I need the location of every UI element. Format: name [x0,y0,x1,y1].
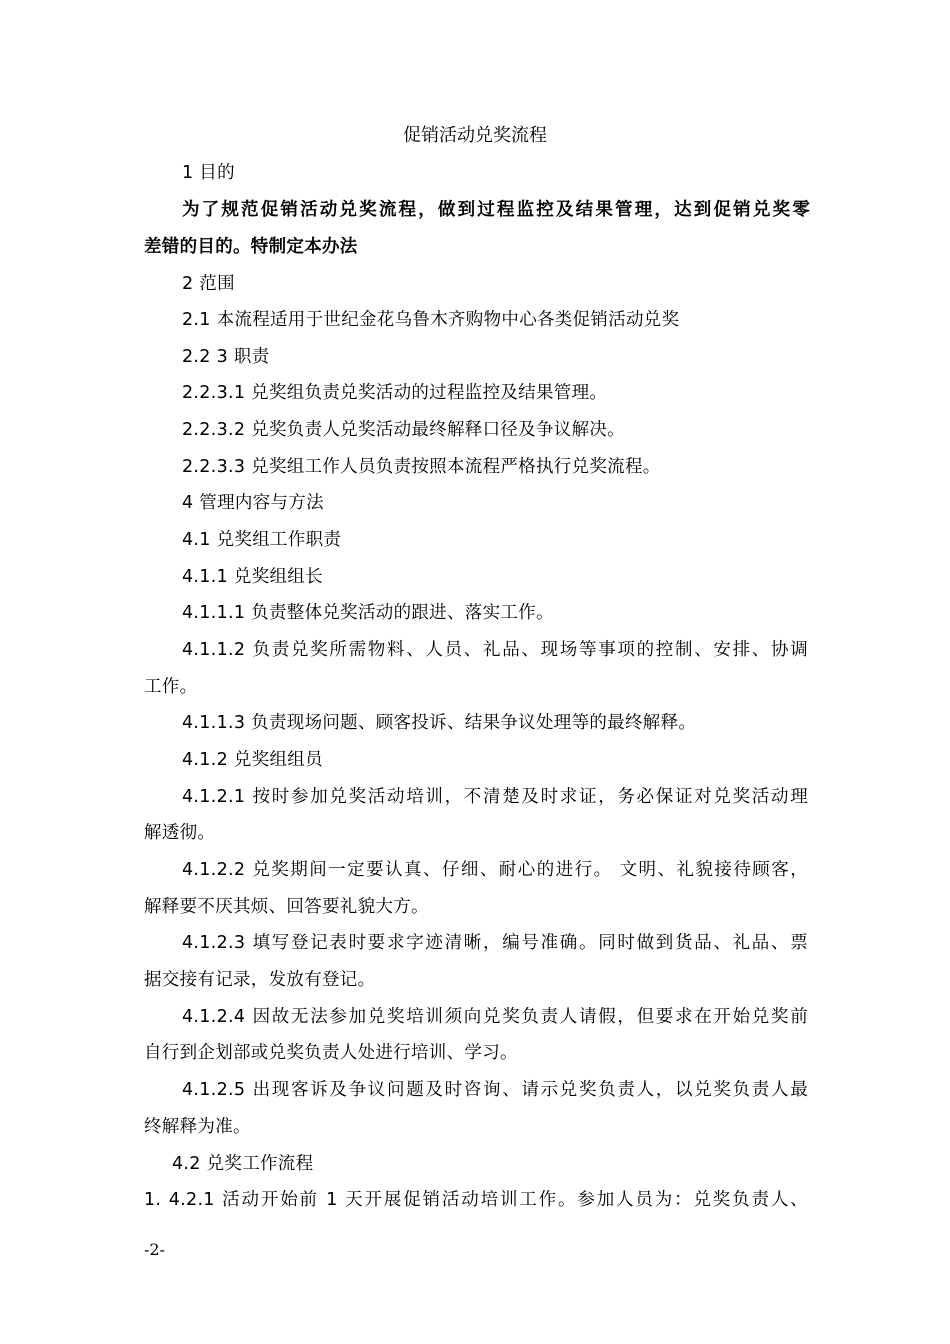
paragraph-line: 2.1 本流程适用于世纪金花乌鲁木齐购物中心各类促销活动兑奖 [182,310,680,330]
section-heading-scope: 2 范围 [182,274,235,294]
paragraph-line: 终解释为准。 [144,1117,251,1137]
paragraph-line: 4.1.2.1 按时参加兑奖活动培训，不清楚及时求证，务必保证对兑奖活动理 [182,787,808,807]
section-heading-management: 4 管理内容与方法 [182,493,324,513]
paragraph-line: 据交接有记录，发放有登记。 [144,970,376,990]
paragraph-line: 为了规范促销活动兑奖流程，做到过程监控及结果管理，达到促销兑奖零 [182,200,810,220]
paragraph-line: 4.1.2.5 出现客诉及争议问题及时咨询、请示兑奖负责人，以兑奖负责人最 [182,1080,808,1100]
subsection-heading: 4.1.1 兑奖组组长 [182,567,323,587]
paragraph-line: 2.2.3.3 兑奖组工作人员负责按照本流程严格执行兑奖流程。 [182,457,661,477]
page-number: -2- [144,1240,165,1259]
paragraph-line: 2.2.3.2 兑奖负责人兑奖活动最终解释口径及争议解决。 [182,420,625,440]
paragraph-line: 解释要不厌其烦、回答要礼貌大方。 [144,897,429,917]
paragraph-line: 4.1.2.3 填写登记表时要求字迹清晰，编号准确。同时做到货品、礼品、票 [182,933,808,953]
paragraph-line: 4.1.1.2 负责兑奖所需物料、人员、礼品、现场等事项的控制、安排、协调 [182,640,808,660]
document-title: 促销活动兑奖流程 [403,125,547,146]
paragraph-line: 1. 4.2.1 活动开始前 1 天开展促销活动培训工作。参加人员为：兑奖负责人、 [144,1190,808,1210]
subsection-heading: 4.1 兑奖组工作职责 [182,530,342,550]
paragraph-line: 2.2.3.1 兑奖组负责兑奖活动的过程监控及结果管理。 [182,383,608,403]
paragraph-line: 4.1.2.4 因故无法参加兑奖培训须向兑奖负责人请假，但要求在开始兑奖前 [182,1007,808,1027]
paragraph-line: 解透彻。 [144,823,216,843]
section-heading-purpose: 1 目的 [182,163,235,183]
paragraph-line: 4.1.1.1 负责整体兑奖活动的跟进、落实工作。 [182,603,554,623]
section-heading-duties: 2.2 3 职责 [182,347,270,367]
subsection-heading: 4.1.2 兑奖组组员 [182,750,323,770]
paragraph-line: 差错的目的。特制定本办法 [144,237,358,257]
subsection-heading: 4.2 兑奖工作流程 [172,1154,314,1174]
paragraph-line: 4.1.2.2 兑奖期间一定要认真、仔细、耐心的进行。 文明、礼貌接待顾客， [182,860,808,880]
paragraph-line: 工作。 [144,677,198,697]
paragraph-line: 自行到企划部或兑奖负责人处进行培训、学习。 [144,1043,518,1063]
paragraph-line: 4.1.1.3 负责现场问题、顾客投诉、结果争议处理等的最终解释。 [182,713,697,733]
